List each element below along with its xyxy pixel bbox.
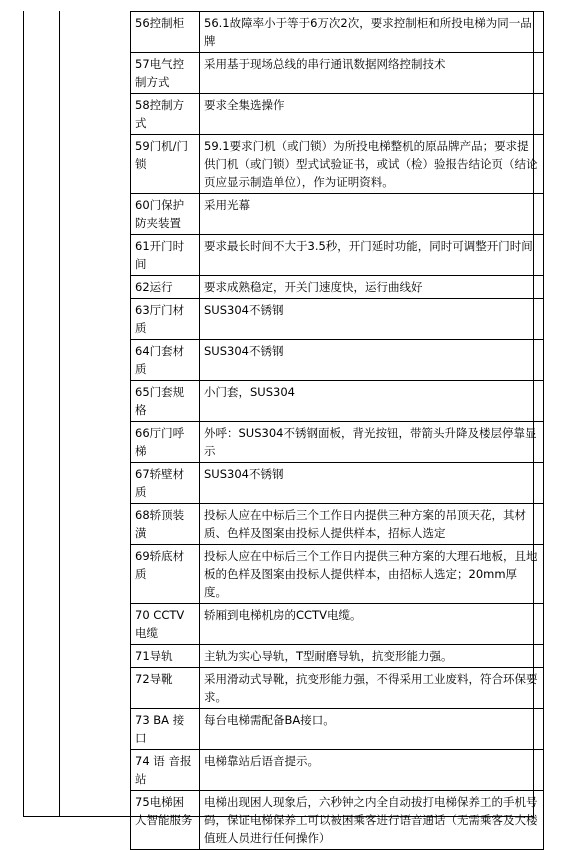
item-cell: 70 CCTV电缆 xyxy=(131,604,200,645)
requirement-cell: SUS304不锈钢 xyxy=(200,340,544,381)
spec-table xyxy=(130,11,544,850)
requirement-cell: 要求最长时间不大于3.5秒，开门延时功能，同时可调整开门时间 xyxy=(200,235,544,276)
item-cell: 75电梯困人智能服务 xyxy=(131,791,200,850)
requirement-cell: 要求全集选操作 xyxy=(200,94,544,135)
table-row xyxy=(131,545,544,604)
item-cell: 59门机/门锁 xyxy=(131,135,200,194)
table-row xyxy=(131,791,544,850)
requirement-cell: SUS304不锈钢 xyxy=(200,463,544,504)
requirement-cell: 采用光幕 xyxy=(200,194,544,235)
table-row xyxy=(131,750,544,791)
requirement-cell: 主轨为实心导轨，T型耐磨导轨，抗变形能力强。 xyxy=(200,645,544,668)
table-row xyxy=(131,53,544,94)
item-cell: 56控制柜 xyxy=(131,12,200,53)
requirement-cell: 采用基于现场总线的串行通讯数据网络控制技术 xyxy=(200,53,544,94)
column-divider-1 xyxy=(59,11,60,817)
requirement-cell: 外呼：SUS304不锈钢面板，背光按钮，带箭头升降及楼层停靠显示 xyxy=(200,422,544,463)
table-row xyxy=(131,276,544,299)
outer-left-border xyxy=(23,11,24,817)
item-cell: 73 BA 接口 xyxy=(131,709,200,750)
requirement-cell: 每台电梯需配备BA接口。 xyxy=(200,709,544,750)
table-row xyxy=(131,94,544,135)
requirement-cell: 投标人应在中标后三个工作日内提供三种方案的吊顶天花，其材质、色样及图案由投标人提供样本，招标人选定 xyxy=(200,504,544,545)
table-row xyxy=(131,422,544,463)
requirement-cell: 轿厢到电梯机房的CCTV电缆。 xyxy=(200,604,544,645)
requirement-cell: 56.1故障率小于等于6万次2次，要求控制柜和所投电梯为同一品牌 xyxy=(200,12,544,53)
requirement-cell: 小门套，SUS304 xyxy=(200,381,544,422)
item-cell: 69轿底材质 xyxy=(131,545,200,604)
table-row xyxy=(131,340,544,381)
item-cell: 58控制方式 xyxy=(131,94,200,135)
item-cell: 74 语 音报站 xyxy=(131,750,200,791)
requirement-cell: 采用滑动式导靴，抗变形能力强，不得采用工业废料，符合环保要求。 xyxy=(200,668,544,709)
table-row xyxy=(131,504,544,545)
requirement-cell: 59.1要求门机（或门锁）为所投电梯整机的原品牌产品；要求提供门机（或门锁）型式试验证书，或试（检）验报告结论页（结论页应显示制造单位），作为证明资料。 xyxy=(200,135,544,194)
table-row xyxy=(131,135,544,194)
requirement-cell: SUS304不锈钢 xyxy=(200,299,544,340)
item-cell: 61开门时间 xyxy=(131,235,200,276)
table-row xyxy=(131,668,544,709)
table-row xyxy=(131,299,544,340)
table-row xyxy=(131,604,544,645)
item-cell: 62运行 xyxy=(131,276,200,299)
requirement-cell: 电梯出现困人现象后，六秒钟之内全自动拔打电梯保养工的手机号码，保证电梯保养工可以被困乘客进行语音通话（无需乘客及大楼值班人员进行任何操作） xyxy=(200,791,544,850)
item-cell: 64门套材质 xyxy=(131,340,200,381)
requirement-cell: 投标人应在中标后三个工作日内提供三种方案的大理石地板，且地板的色样及图案由投标人提供样本，由招标人选定；20mm厚度。 xyxy=(200,545,544,604)
table-row xyxy=(131,709,544,750)
table-row xyxy=(131,645,544,668)
requirement-cell: 要求成熟稳定，开关门速度快，运行曲线好 xyxy=(200,276,544,299)
item-cell: 65门套规格 xyxy=(131,381,200,422)
table-row xyxy=(131,463,544,504)
table-row xyxy=(131,381,544,422)
table-frame xyxy=(23,11,538,845)
item-cell: 67轿壁材质 xyxy=(131,463,200,504)
item-cell: 68轿顶装潢 xyxy=(131,504,200,545)
item-cell: 57电气控制方式 xyxy=(131,53,200,94)
requirement-cell: 电梯靠站后语音提示。 xyxy=(200,750,544,791)
table-row xyxy=(131,235,544,276)
item-cell: 72导靴 xyxy=(131,668,200,709)
item-cell: 71导轨 xyxy=(131,645,200,668)
item-cell: 66厅门呼梯 xyxy=(131,422,200,463)
spec-table-body xyxy=(131,12,544,850)
table-row xyxy=(131,12,544,53)
item-cell: 63厅门材质 xyxy=(131,299,200,340)
item-cell: 60门保护防夹装置 xyxy=(131,194,200,235)
table-row xyxy=(131,194,544,235)
